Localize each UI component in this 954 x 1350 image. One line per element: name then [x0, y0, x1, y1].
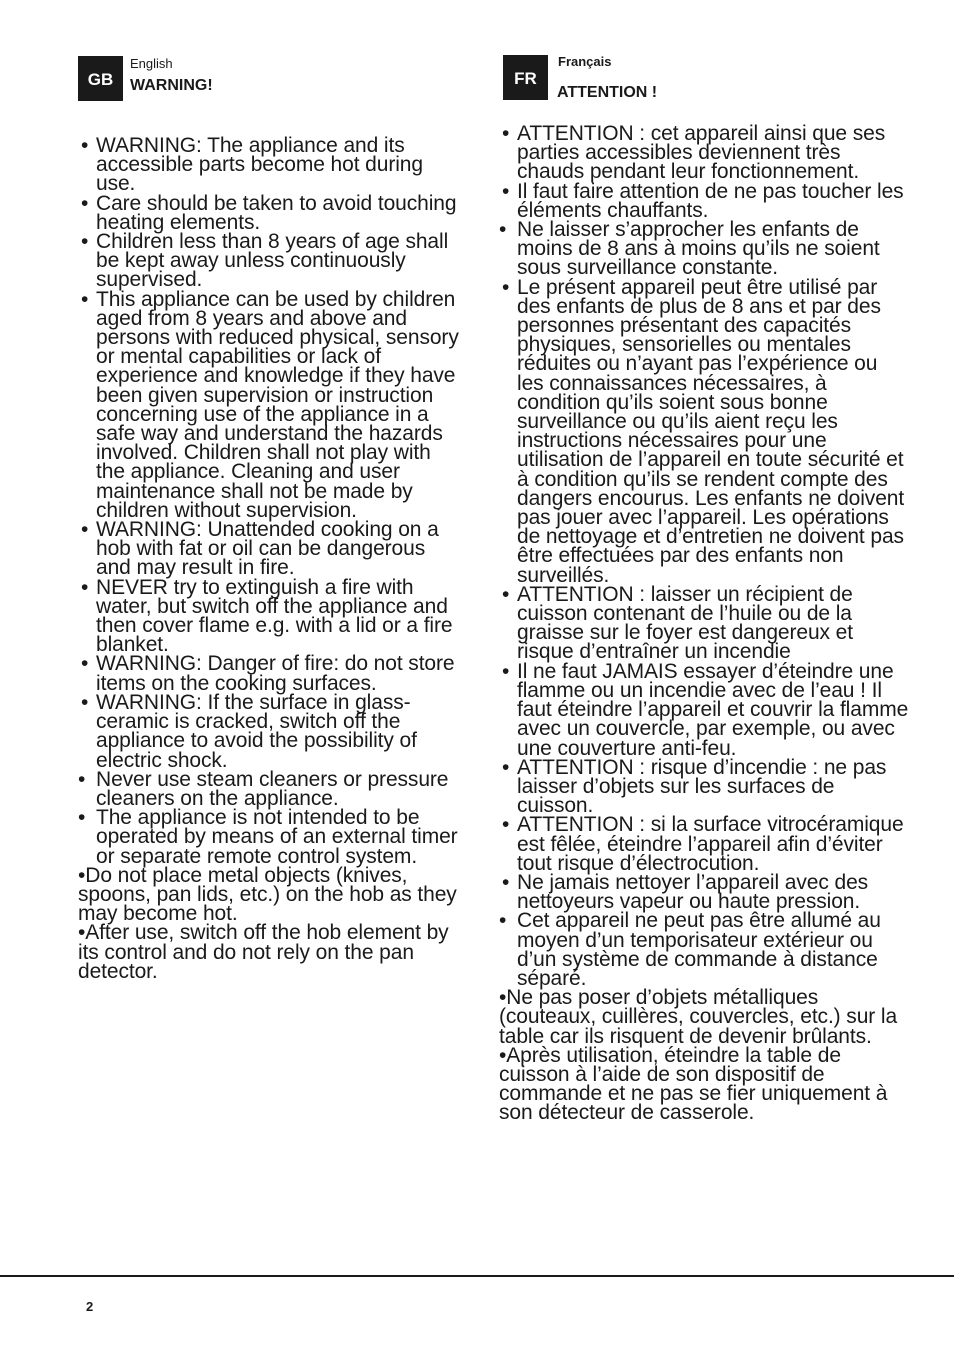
warning-list: [499, 124, 909, 1123]
list-item: • WARNING: The appliance and its accessible parts become hot during use.: [78, 136, 463, 194]
list-item: • WARNING: Unattended cooking on a hob with fat or oil can be dangerous and may result in fire.: [78, 520, 463, 578]
fr-language-badge: FR: [503, 55, 548, 100]
list-item: • Il ne faut JAMAIS essayer d’éteindre une flamme ou un incendie avec de l’eau ! Il faut éteindre l’appareil et couvrir la flamme avec un couvercle, par exemple, ou avec une couverture anti-feu.: [499, 662, 909, 758]
list-item: • WARNING: If the surface in glass-ceramic is cracked, switch off the appliance to avoid the possibility of electric shock.: [78, 693, 463, 770]
list-item: • This appliance can be used by children aged from 8 years and above and persons with reduced physical, sensory or mental capabilities or lack of experience and knowledge if they have been given supervision or instruction concerning use of the appliance in a safe way and understand the hazards involved. Children shall not play with the appliance. Cleaning and user maintenance shall not be made by children without supervision.: [78, 290, 463, 520]
list-item: • ATTENTION : cet appareil ainsi que ses parties accessibles deviennent très chauds pendant leur fonctionnement.: [499, 124, 909, 182]
list-item: • Never use steam cleaners or pressure cleaners on the appliance.: [78, 770, 463, 808]
warning-list: [78, 136, 463, 981]
list-item: • Ne pas poser d’objets métalliques (couteaux, cuillères, couvercles, etc.) sur la table car ils risquent de devenir brûlants.: [499, 988, 909, 1046]
warning-heading: ATTENTION !: [557, 84, 658, 101]
list-item: • Ne jamais nettoyer l’appareil avec des nettoyeurs vapeur ou haute pression.: [499, 873, 909, 911]
list-item: • Care should be taken to avoid touching heating elements.: [78, 194, 463, 232]
list-item: • WARNING: Danger of fire: do not store items on the cooking surfaces.: [78, 654, 463, 692]
list-item: • Il faut faire attention de ne pas toucher les éléments chauffants.: [499, 182, 909, 220]
list-item: • ATTENTION : laisser un récipient de cuisson contenant de l’huile ou de la graisse sur le foyer est dangereux et risque d’entraîner un incendie: [499, 585, 909, 662]
language-label: English: [130, 56, 173, 71]
language-label: Français: [558, 54, 612, 69]
gb-language-badge: GB: [78, 56, 123, 101]
list-item: • Après utilisation, éteindre la table de cuisson à l’aide de son dispositif de commande et ne pas se fier uniquement à son détecteur de casserole.: [499, 1046, 909, 1123]
list-item: • Children less than 8 years of age shall be kept away unless continuously supervised.: [78, 232, 463, 290]
list-item: • The appliance is not intended to be operated by means of an external timer or separate remote control system.: [78, 808, 463, 866]
page-number: 2: [86, 1299, 94, 1314]
list-item: • Do not place metal objects (knives, spoons, pan lids, etc.) on the hob as they may become hot.: [78, 866, 463, 924]
list-item: • After use, switch off the hob element by its control and do not rely on the pan detector.: [78, 923, 463, 981]
footer-divider: [0, 1275, 954, 1277]
list-item: • Cet appareil ne peut pas être allumé au moyen d’un temporisateur extérieur ou d’un système de commande à distance séparé.: [499, 911, 909, 988]
list-item: • ATTENTION : si la surface vitrocéramique est fêlée, éteindre l’appareil afin d’éviter tout risque d’électrocution.: [499, 815, 909, 873]
warning-heading: WARNING!: [130, 77, 213, 94]
list-item: • NEVER try to extinguish a fire with water, but switch off the appliance and then cover flame e.g. with a lid or a fire blanket.: [78, 578, 463, 655]
list-item: • Le présent appareil peut être utilisé par des enfants de plus de 8 ans et par des personnes présentant des capacités physiques, sensorielles ou mentales réduites ou n’ayant pas l’expérience ou les connaissances nécessaires, à condition qu’ils soient sous bonne surveillance ou qu’ils aient reçu les instructions nécessaires pour une utilisation de l’appareil en toute sécurité et à condition qu’ils se rendent compte des dangers encourus. Les enfants ne doivent pas jouer avec l’appareil. Les opérations de nettoyage et d’entretien ne doivent pas être effectuées par des enfants non surveillés.: [499, 278, 909, 585]
list-item: • Ne laisser s’approcher les enfants de moins de 8 ans à moins qu’ils ne soient sous surveillance constante.: [499, 220, 909, 278]
list-item: • ATTENTION : risque d’incendie : ne pas laisser d’objets sur les surfaces de cuisson.: [499, 758, 909, 816]
